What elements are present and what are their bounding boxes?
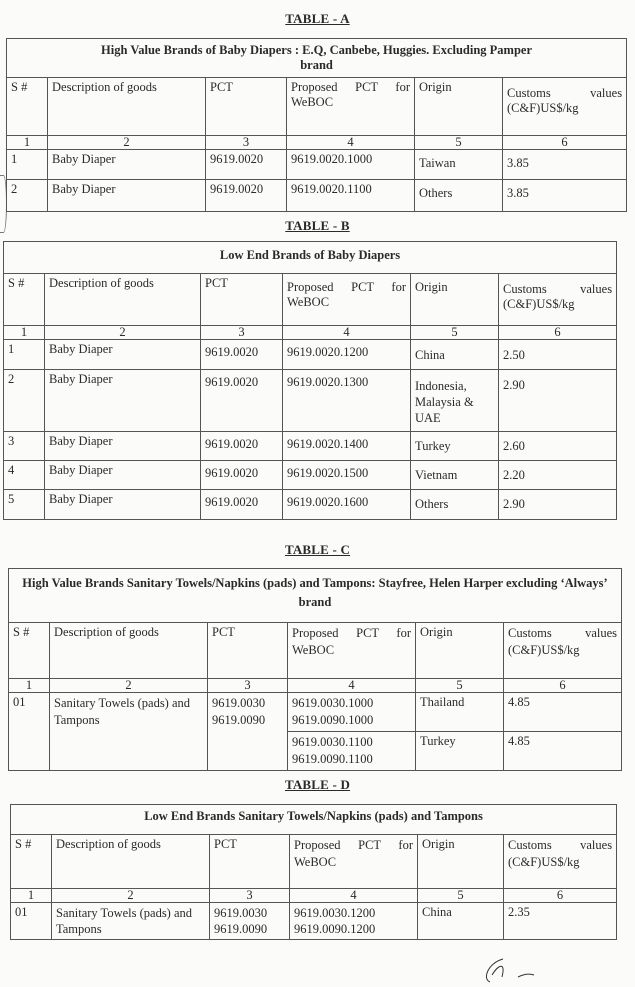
cell-description: Baby Diaper <box>48 150 206 180</box>
table-c <box>8 568 622 771</box>
header-origin: Origin <box>416 623 504 679</box>
cell-sno: 1 <box>7 150 48 180</box>
col-number: 1 <box>11 889 52 903</box>
signature-mark <box>478 955 548 983</box>
cell-proposed-pct: 9619.0020.1300 <box>283 370 411 432</box>
cell-origin: China <box>411 340 499 370</box>
col-number: 1 <box>9 679 50 693</box>
proposed-code: 9619.0030.1000 <box>292 696 374 710</box>
header-customs-value: Customs values (C&F)US$/kg <box>504 835 617 889</box>
header-customs-value: Customs values (C&F)US$/kg <box>499 274 617 326</box>
cell-sno: 01 <box>9 693 50 771</box>
table-row <box>9 693 622 732</box>
proposed-code: 9619.0090.1100 <box>292 752 373 766</box>
header-origin: Origin <box>418 835 504 889</box>
cell-origin: Others <box>411 490 499 520</box>
table-row <box>7 150 627 180</box>
table-row <box>4 461 617 490</box>
cell-sno: 01 <box>11 903 52 940</box>
cell-proposed-pct <box>290 903 418 940</box>
cell-proposed-pct: 9619.0020.1600 <box>283 490 411 520</box>
cell-proposed-pct: 9619.0020.1500 <box>283 461 411 490</box>
table-c-caption: High Value Brands Sanitary Towels/Napkins (pads) and Tampons: Stayfree, Helen Harper excluding ‘Always’ brand <box>9 569 622 623</box>
cell-customs-value: 3.85 <box>503 180 627 212</box>
header-sno: S # <box>7 78 48 136</box>
header-pct: PCT <box>206 78 287 136</box>
col-number: 1 <box>4 326 45 340</box>
header-pct: PCT <box>201 274 283 326</box>
cell-pct: 9619.0020 <box>206 150 287 180</box>
table-row <box>4 370 617 432</box>
header-customs-value: Customs values (C&F)US$/kg <box>503 78 627 136</box>
cell-pct: 9619.0020 <box>201 340 283 370</box>
table-b-title: TABLE - B <box>285 218 350 233</box>
cell-origin: Turkey <box>411 432 499 461</box>
cell-sno: 2 <box>7 180 48 212</box>
cell-origin: Turkey <box>416 732 504 771</box>
col-number: 6 <box>499 326 617 340</box>
proposed-code: 9619.0090.1200 <box>294 922 376 936</box>
cell-sno: 1 <box>4 340 45 370</box>
cell-origin: Thailand <box>416 693 504 732</box>
header-sno: S # <box>4 274 45 326</box>
col-number: 2 <box>48 136 206 150</box>
header-proposed-pct: Proposed PCT for WeBOC <box>283 274 411 326</box>
cell-pct: 9619.0020 <box>201 490 283 520</box>
col-number: 5 <box>416 679 504 693</box>
cell-proposed-pct <box>288 693 416 732</box>
cell-origin: Others <box>415 180 503 212</box>
col-number: 5 <box>415 136 503 150</box>
col-number: 4 <box>290 889 418 903</box>
table-a-caption: High Value Brands of Baby Diapers : E.Q, Canbebe, Huggies. Excluding Pamper brand <box>7 39 627 78</box>
cell-origin: Taiwan <box>415 150 503 180</box>
table-d-title: TABLE - D <box>284 777 351 792</box>
table-row <box>7 180 627 212</box>
cell-pct: 9619.0020 <box>201 461 283 490</box>
cell-description: Sanitary Towels (pads) and Tampons <box>52 903 210 940</box>
header-description: Description of goods <box>45 274 201 326</box>
header-description: Description of goods <box>52 835 210 889</box>
proposed-code: 9619.0090.1000 <box>292 713 374 727</box>
cell-origin: China <box>418 903 504 940</box>
cell-customs-value: 4.85 <box>504 732 622 771</box>
cell-customs-value: 2.50 <box>499 340 617 370</box>
col-number: 2 <box>45 326 201 340</box>
cell-sno: 3 <box>4 432 45 461</box>
col-number: 6 <box>504 889 617 903</box>
cell-customs-value: 2.90 <box>499 490 617 520</box>
col-number: 4 <box>287 136 415 150</box>
header-sno: S # <box>11 835 52 889</box>
cell-customs-value: 4.85 <box>504 693 622 732</box>
col-number: 5 <box>411 326 499 340</box>
table-b <box>3 241 617 520</box>
cell-origin: Indonesia, Malaysia & UAE <box>411 370 499 432</box>
cell-pct: 9619.0020 <box>201 432 283 461</box>
header-description: Description of goods <box>50 623 208 679</box>
table-d-caption: Low End Brands Sanitary Towels/Napkins (pads) and Tampons <box>11 805 617 835</box>
cell-description: Baby Diaper <box>45 461 201 490</box>
col-number: 6 <box>504 679 622 693</box>
cell-sno: 4 <box>4 461 45 490</box>
header-sno: S # <box>9 623 50 679</box>
table-row <box>11 903 617 940</box>
header-proposed-pct: Proposed PCT for WeBOC <box>288 623 416 679</box>
cell-customs-value: 2.20 <box>499 461 617 490</box>
table-row <box>4 432 617 461</box>
cell-description: Sanitary Towels (pads) and Tampons <box>50 693 208 771</box>
proposed-code: 9619.0030.1200 <box>294 906 376 920</box>
table-d <box>10 804 617 940</box>
cell-customs-value: 2.90 <box>499 370 617 432</box>
table-c-title: TABLE - C <box>284 542 351 557</box>
col-number: 3 <box>208 679 288 693</box>
header-description: Description of goods <box>48 78 206 136</box>
col-number: 6 <box>503 136 627 150</box>
cell-sno: 5 <box>4 490 45 520</box>
cell-description: Baby Diaper <box>45 432 201 461</box>
table-row <box>4 340 617 370</box>
pct-code: 9619.0030 <box>214 906 268 920</box>
table-row <box>4 490 617 520</box>
cell-pct: 9619.0020 <box>201 370 283 432</box>
header-origin: Origin <box>411 274 499 326</box>
cell-pct <box>208 693 288 771</box>
header-origin: Origin <box>415 78 503 136</box>
pct-code: 9619.0090 <box>212 713 266 727</box>
col-number: 2 <box>50 679 208 693</box>
col-number: 5 <box>418 889 504 903</box>
cell-description: Baby Diaper <box>45 340 201 370</box>
cell-customs-value: 3.85 <box>503 150 627 180</box>
cell-description: Baby Diaper <box>45 370 201 432</box>
table-a <box>6 38 627 212</box>
col-number: 3 <box>210 889 290 903</box>
cell-description: Baby Diaper <box>45 490 201 520</box>
col-number: 3 <box>206 136 287 150</box>
col-number: 3 <box>201 326 283 340</box>
header-proposed-pct: Proposed PCT for WeBOC <box>287 78 415 136</box>
header-customs-value: Customs values (C&F)US$/kg <box>504 623 622 679</box>
col-number: 2 <box>52 889 210 903</box>
cell-pct <box>210 903 290 940</box>
col-number: 4 <box>288 679 416 693</box>
col-number: 4 <box>283 326 411 340</box>
header-proposed-pct: Proposed PCT for WeBOC <box>290 835 418 889</box>
cell-proposed-pct: 9619.0020.1100 <box>287 180 415 212</box>
cell-customs-value: 2.35 <box>504 903 617 940</box>
cell-proposed-pct: 9619.0020.1400 <box>283 432 411 461</box>
cell-sno: 2 <box>4 370 45 432</box>
cell-description: Baby Diaper <box>48 180 206 212</box>
cell-proposed-pct <box>288 732 416 771</box>
table-a-title: TABLE - A <box>285 11 350 26</box>
cell-proposed-pct: 9619.0020.1000 <box>287 150 415 180</box>
cell-pct: 9619.0020 <box>206 180 287 212</box>
pct-code: 9619.0090 <box>214 922 268 936</box>
cell-proposed-pct: 9619.0020.1200 <box>283 340 411 370</box>
header-pct: PCT <box>210 835 290 889</box>
table-b-caption: Low End Brands of Baby Diapers <box>4 242 617 274</box>
pct-code: 9619.0030 <box>212 696 266 710</box>
col-number: 1 <box>7 136 48 150</box>
proposed-code: 9619.0030.1100 <box>292 735 373 749</box>
cell-customs-value: 2.60 <box>499 432 617 461</box>
cell-origin: Vietnam <box>411 461 499 490</box>
header-pct: PCT <box>208 623 288 679</box>
